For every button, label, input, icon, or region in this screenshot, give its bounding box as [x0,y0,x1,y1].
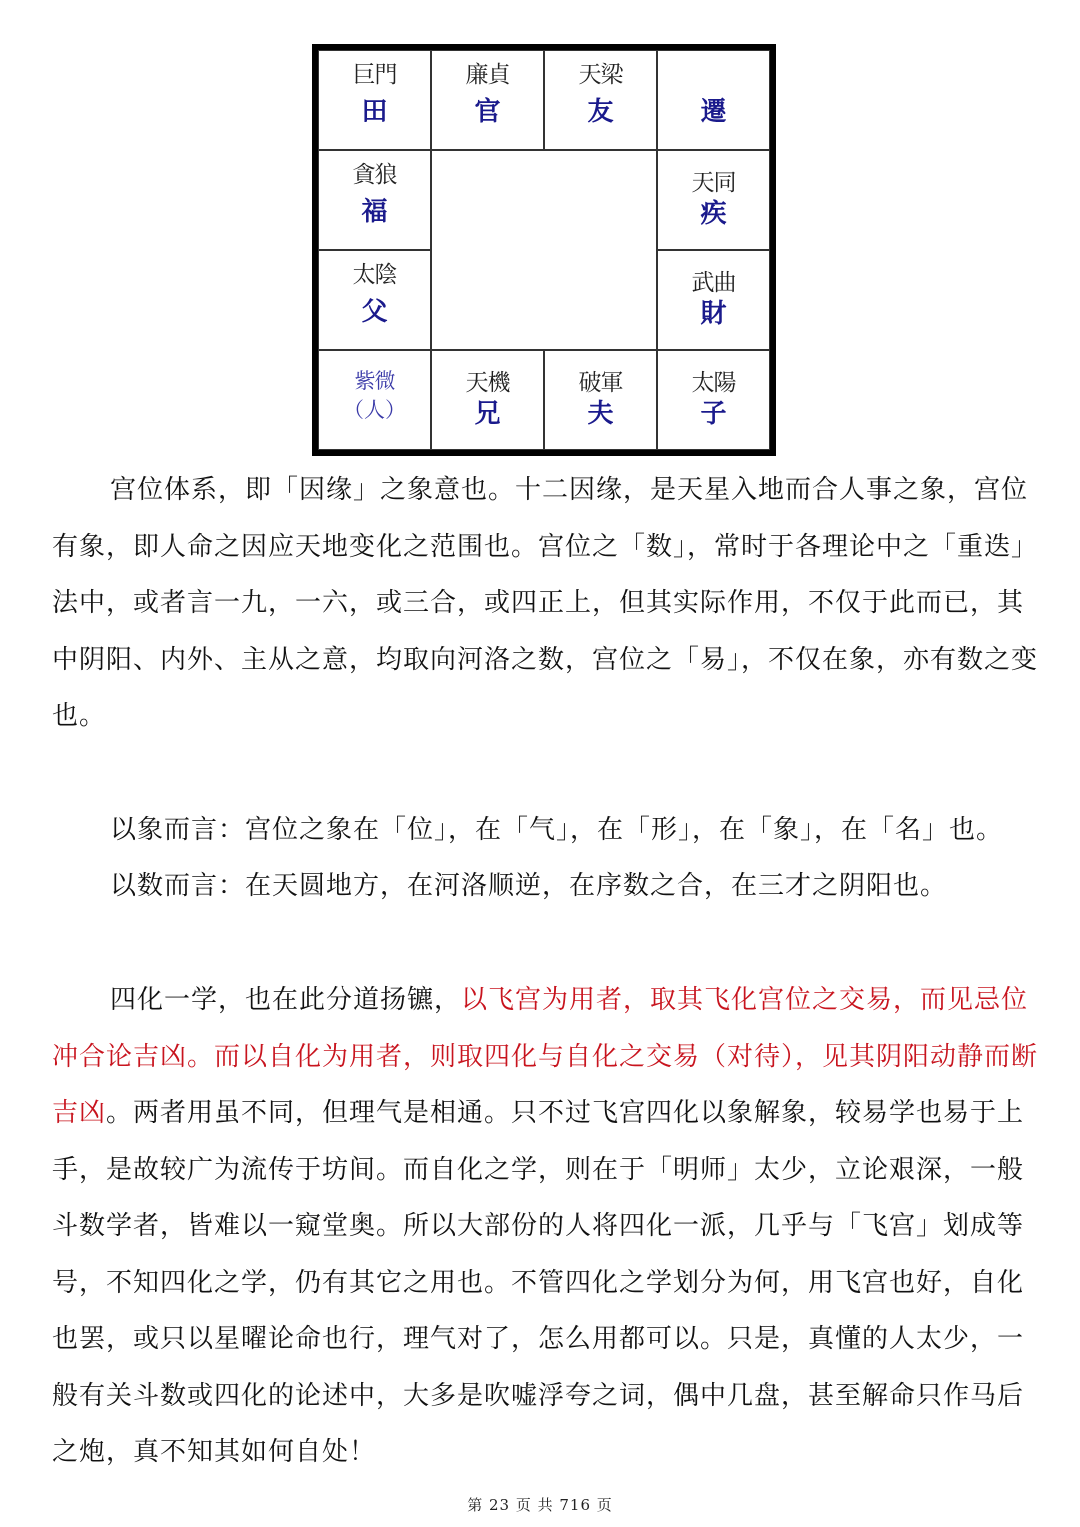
star-name: 太陽 [691,370,736,396]
star-name: 紫微 [354,369,395,393]
chart-center [431,150,657,350]
paragraph-text: 以数而言：在天圆地方，在河洛顺逆，在序数之合，在三才之阴阳也。 [110,871,948,901]
paragraph-by-number [52,858,1042,915]
chart-cell-fu-father [318,250,431,350]
star-name: 太陰 [352,262,397,288]
star-name: 天梁 [578,62,623,88]
chart-cell-ren [318,350,431,450]
palace-name: 官 [474,97,501,127]
star-name: 巨門 [352,62,397,88]
palace-chart [312,44,776,456]
highlighted-text: 以飞宫为用者，取其飞化宫位之交易，而见忌位冲合论吉凶。而以自化为用者，则取四化与自化之交易（对待），见其阴阳动静而断吉凶 [52,985,1039,1128]
chart-cell-qian [657,50,770,150]
star-name: 廉貞 [465,62,510,88]
star-name: 天機 [465,370,510,396]
palace-name: 遷 [700,97,727,127]
paragraph-text: 四化一学，也在此分道扬镳， [110,985,462,1015]
star-name: 武曲 [691,270,736,296]
chart-cell-you [544,50,657,150]
paragraph-by-image [52,802,1042,859]
page-number: 第 23 页 共 716 页 [467,1496,613,1514]
palace-name: 子 [700,399,727,429]
palace-name: 田 [361,97,388,127]
chart-cell-ji [657,150,770,250]
star-name: 破軍 [578,370,623,396]
paragraph-palace-system [52,462,1042,745]
paragraph-text: 宫位体系，即「因缘」之象意也。十二因缘，是天星入地而合人事之象，宫位有象，即人命之因应天地变化之范围也。宫位之「数」，常时于各理论中之「重迭」法中，或者言一九，一六，或三合，或四正上，但其实际作用，不仅于此而已，其中阴阳、内外、主从之意，均取向河洛之数，宫位之「易」，不仅在象，亦有数之变也。 [52,475,1039,731]
palace-name: 福 [361,197,388,227]
chart-cell-fu-spouse [544,350,657,450]
chart-cell-guan [431,50,544,150]
palace-name: 兄 [474,399,501,429]
palace-name: 財 [700,299,727,329]
palace-name: 友 [587,97,614,127]
palace-name: 父 [361,297,388,327]
chart-cell-tian [318,50,431,150]
paragraph-text: 。两者用虽不同，但理气是相通。只不过飞宫四化以象解象，较易学也易于上手，是故较广为流传于坊间。而自化之学，则在于「明师」太少，立论艰深，一般斗数学者，皆难以一窥堂奥。所以大部份的人将四化一派，几乎与「飞宫」划成等号，不知四化之学，仍有其它之用也。不管四化之学划分为何，用飞宫也好，自化也罢，或只以星曜论命也行，理气对了，怎么用都可以。只是，真懂的人太少，一般有关斗数或四化的论述中，大多是吹嘘浮夸之词，偶中几盘，甚至解命只作马后之炮，真不知其如何自处！ [52,1098,1025,1467]
chart-cell-xiong [431,350,544,450]
chart-cell-zi [657,350,770,450]
paragraph-text: 以象而言：宫位之象在「位」，在「气」，在「形」，在「象」，在「名」也。 [110,815,1004,845]
palace-name: （人） [343,398,406,422]
chart-cell-fu-blessing [318,150,431,250]
palace-name: 疾 [700,199,727,229]
star-name: 貪狼 [352,162,397,188]
palace-name: 夫 [587,399,614,429]
paragraph-four-transformations [52,972,1042,1481]
star-name: 天同 [691,170,736,196]
chart-cell-cai [657,250,770,350]
